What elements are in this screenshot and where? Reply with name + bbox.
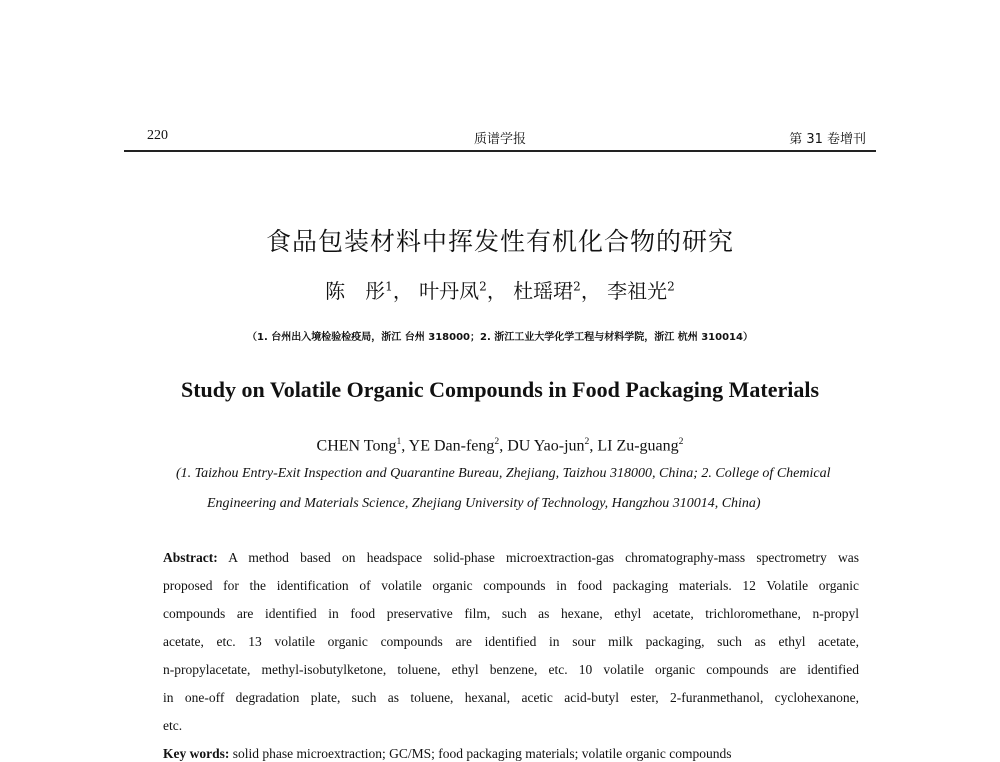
keywords-text: solid phase microextraction; GC/MS; food packaging materials; volatile organic compounds <box>232 746 732 761</box>
author: CHEN Tong <box>316 437 397 455</box>
author-sup: 1 <box>396 436 402 447</box>
author-sup: 2 <box>667 279 675 294</box>
author: DU Yao-jun <box>507 437 585 455</box>
journal-name: 质谱学报 <box>473 132 526 147</box>
english-authors: CHEN Tong$^1$, YE Dan-feng$^2$, DU Yao-jun$^2$, LI Zu-guang$^2$ <box>316 436 684 455</box>
chinese-affiliation: （1. 台州出入境检验检疫局，浙江 台州 318000；2. 浙江工业大学化学工程与材料学院，浙江 杭州 310014） <box>247 332 753 343</box>
author-sup: 2 <box>494 436 500 447</box>
abstract-label: Abstract: <box>163 550 218 565</box>
keywords-label: Key words: <box>163 746 230 761</box>
chinese-authors: 陈 彤$^1$， 叶丹凤$^2$， 杜瑶珺$^2$， 李祖光$^2$ <box>325 279 675 303</box>
abstract-line: n-propylacetate, methyl-isobutylketone, toluene, ethyl benzene, etc. 10 volatile organic compounds are identified <box>163 662 859 677</box>
english-affiliation-line: (1. Taizhou Entry-Exit Inspection and Quarantine Bureau, Zhejiang, Taizhou 318000, China; 2. College of Chemical <box>176 466 831 481</box>
english-title: Study on Volatile Organic Compounds in Food Packaging Materials <box>180 377 820 402</box>
english-affiliation-line: Engineering and Materials Science, Zhejiang University of Technology, Hangzhou 310014, China) <box>207 496 761 511</box>
author-sup: 2 <box>479 279 487 294</box>
abstract-line: proposed for the identification of volatile organic compounds in food packaging materials. 12 Volatile organic <box>163 578 859 593</box>
page-number: 220 <box>147 128 168 143</box>
abstract-line: in one-off degradation plate, such as toluene, hexanal, acetic acid-butyl ester, 2-furanmethanol, cyclohexanone, <box>163 690 859 705</box>
author-sup: 2 <box>584 436 590 447</box>
abstract-line: compounds are identified in food preservative film, such as hexane, ethyl acetate, trichloromethane, n-propyl <box>163 606 859 621</box>
header-rule <box>124 150 876 152</box>
abstract-line: etc. <box>163 718 183 733</box>
author: YE Dan-feng <box>408 437 495 455</box>
abstract-line: acetate, etc. 13 volatile organic compounds are identified in sour milk packaging, such as ethyl acetate, <box>163 634 859 649</box>
author-sup: 2 <box>678 436 684 447</box>
author-sup: 2 <box>573 279 581 294</box>
abstract-text: A method based on headspace solid-phase microextraction-gas chromatography-mass spectrometry was <box>228 550 859 565</box>
chinese-title: 食品包装材料中挥发性有机化合物的研究 <box>265 227 734 256</box>
author: 陈 彤 <box>325 279 386 303</box>
author: 杜瑶珺 <box>513 279 574 303</box>
volume-info: 第 31 卷增刊 <box>789 132 866 147</box>
author: 叶丹凤 <box>419 279 480 303</box>
abstract-line <box>163 550 859 566</box>
author: LI Zu-guang <box>597 437 679 455</box>
author-sup: 1 <box>385 279 393 294</box>
author: 李祖光 <box>607 279 668 303</box>
